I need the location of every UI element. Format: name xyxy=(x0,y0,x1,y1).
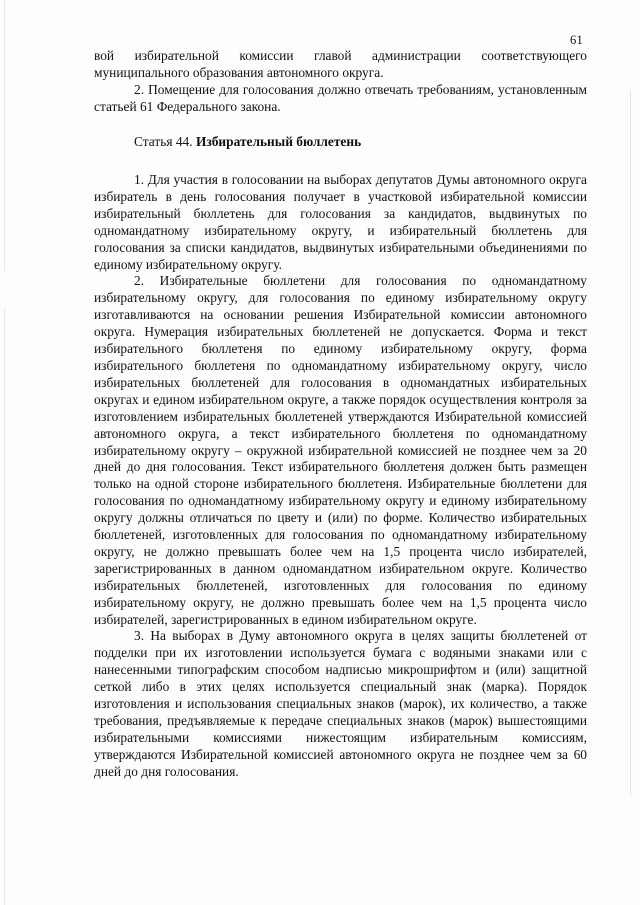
article-heading xyxy=(134,133,361,150)
top-text-block xyxy=(94,48,587,116)
article-paragraph-3: 3. На выборах в Думу автономного округа в целях защиты бюллетеней от подделки при их изготовлении используется бумага с водяными знаками или с нанесенными типографским способом надписью микрошрифтом и (или) защитной сеткой либо в этих целях используется специальный знак (марка). Порядок изготовления и использования специальных знаков (марок), их количество, а также требования, предъявляемые к передаче специальных знаков (марок) вышестоящими избирательными комиссиями нижестоящим избирательным комиссиям, утверждаются Избирательной комиссией автономного округа не позднее чем за 60 дней до дня голосования. xyxy=(94,628,587,779)
scan-edge-right xyxy=(630,0,631,905)
article-title: Избирательный бюллетень xyxy=(195,134,362,149)
article-body xyxy=(94,172,587,781)
paragraph-item-2: 2. Помещение для голосования должно отвечать требованиям, установленным статьей 61 Федерального закона. xyxy=(94,81,587,114)
article-paragraph-1: 1. Для участия в голосовании на выборах депутатов Думы автономного округа избиратель в день голосования получает в участковой избирательной комиссии избирательный бюллетень для голосования за кандидатов, выдвинутых по одномандатному избирательному округу, и избирательный бюллетень для голосования за списки кандидатов, выдвинутых избирательными объединениями по единому избирательному округу. xyxy=(94,172,587,272)
scan-edge-left xyxy=(4,0,5,905)
article-number: Статья 44. xyxy=(134,134,193,149)
article-paragraph-2: 2. Избирательные бюллетени для голосования по одномандатному избирательному округу, для голосования по единому избирательному округу изготавливаются на основании решения Избирательной комиссии автономного округа. Нумерация избирательных бюллетеней не допускается. Форма и текст избирательного бюллетеня по единому избирательному округу, форма избирательного бюллетеня по одномандатному избирательному округу, число избирательных бюллетеней для голосования в одномандатных избирательных округах и едином избирательном округе, а также порядок осуществления контроля за изготовлением избирательных бюллетеней утверждаются Избирательной комиссией автономного округа, а текст избирательного бюллетеня по одномандатному избирательному округу – окружной избирательной комиссией не позднее чем за 20 дней до дня голосования. Текст избирательного бюллетеня должен быть размещен только на одной стороне избирательного бюллетеня. Избирательные бюллетени для голосования по одномандатному избирательному округу и единому избирательному округу должны отличаться по цвету и (или) по форме. Количество избирательных бюллетеней, изготовленных для голосования по одномандатному избирательному округу, не должно превышать более чем на 1,5 процента число избирателей, зарегистрированных в данном одномандатном избирательном округе. Количество избирательных бюллетеней, изготовленных для голосования по единому избирательному округу, не должно превышать более чем на 1,5 процента число избирателей, зарегистрированных в едином избирательном округе. xyxy=(94,273,587,627)
page-number: 61 xyxy=(570,33,584,47)
paragraph-continuation: вой избирательной комиссии главой администрации соответствующего муниципального образования автономного округа. xyxy=(94,48,587,80)
